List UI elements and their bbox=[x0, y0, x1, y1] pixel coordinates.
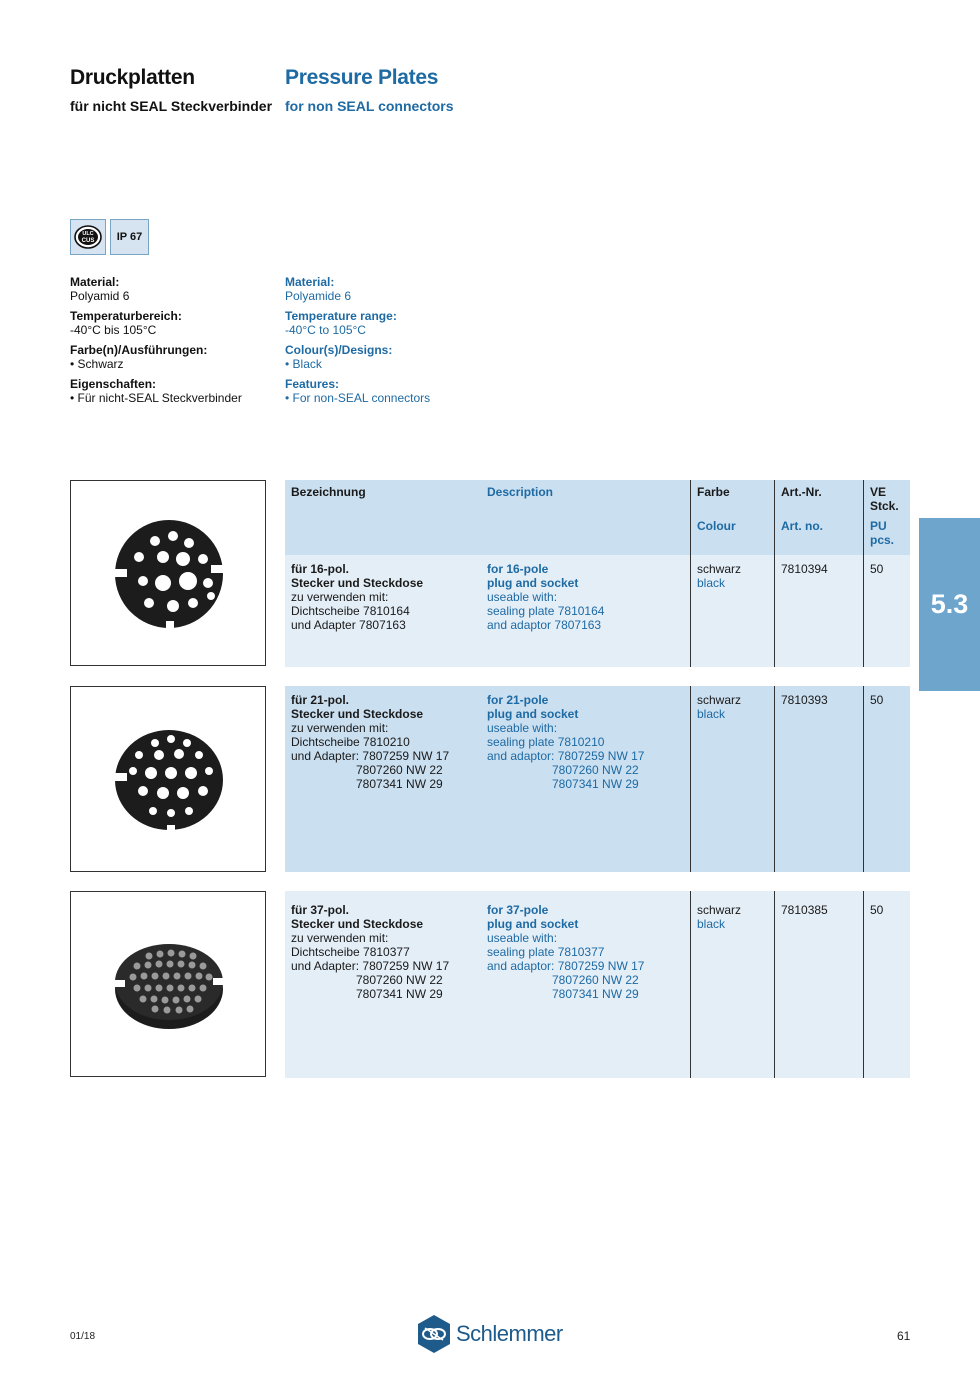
row-article-number: 7810385 bbox=[781, 903, 828, 917]
prop-value: Polyamid 6 bbox=[70, 289, 130, 303]
brand-logo bbox=[416, 1314, 563, 1354]
prop-label: Temperature range: bbox=[285, 309, 397, 323]
row-packing-unit: 50 bbox=[870, 693, 884, 707]
product-image-21-pole bbox=[70, 686, 266, 872]
prop-value: • Schwarz bbox=[70, 357, 124, 371]
row-colour: schwarz black bbox=[697, 693, 742, 721]
header-pu: PU pcs. bbox=[870, 519, 895, 547]
row-description-en: for 37-pole plug and socket useable with: sealing plate 7810377 and adaptor: 7807259 NW 17 7807260 NW 22 7807341 NW 29 bbox=[487, 903, 645, 1001]
brand-name: Schlemmer bbox=[456, 1321, 563, 1346]
footer-date: 01/18 bbox=[70, 1331, 96, 1342]
header-artnr: Art.-Nr. bbox=[781, 485, 822, 499]
prop-label: Farbe(n)/Ausführungen: bbox=[70, 343, 208, 357]
row-packing-unit: 50 bbox=[870, 562, 884, 576]
svg-text:CUS: CUS bbox=[81, 238, 95, 244]
prop-label: Features: bbox=[285, 377, 340, 391]
pressure-plate-37-icon bbox=[71, 892, 267, 1078]
row-colour: schwarz black bbox=[697, 562, 742, 590]
row-description-de: für 37-pol. Stecker und Steckdose zu verwenden mit: Dichtscheibe 7810377 und Adapter: 7807259 NW 17 7807260 NW 22 7807341 NW 29 bbox=[291, 903, 450, 1001]
page-title-de: Druckplatten bbox=[70, 66, 195, 89]
header-description: Description bbox=[487, 485, 554, 499]
page-number: 61 bbox=[897, 1329, 911, 1343]
row-description-en: for 21-pole plug and socket useable with: sealing plate 7810210 and adaptor: 7807259 NW 17 7807260 NW 22 7807341 NW 29 bbox=[487, 693, 645, 791]
properties-de bbox=[70, 275, 242, 411]
prop-value: -40°C to 105°C bbox=[285, 323, 366, 337]
prop-label: Colour(s)/Designs: bbox=[285, 343, 393, 357]
row-colour: schwarz black bbox=[697, 903, 742, 931]
prop-label: Temperaturbereich: bbox=[70, 309, 182, 323]
header-bezeichnung: Bezeichnung bbox=[291, 485, 366, 499]
page-subtitle-en: for non SEAL connectors bbox=[285, 98, 454, 114]
prop-label: Material: bbox=[70, 275, 120, 289]
table-row bbox=[285, 891, 910, 1078]
row-article-number: 7810393 bbox=[781, 693, 828, 707]
prop-label: Eigenschaften: bbox=[70, 377, 157, 391]
row-description-en: for 16-pole plug and socket useable with: sealing plate 7810164 and adaptor 7807163 bbox=[487, 562, 605, 632]
prop-value: Polyamide 6 bbox=[285, 289, 352, 303]
row-packing-unit: 50 bbox=[870, 903, 884, 917]
ul-cert-icon bbox=[70, 219, 106, 255]
header-artno: Art. no. bbox=[781, 519, 823, 533]
table-row bbox=[285, 686, 910, 872]
schlemmer-logo-icon bbox=[416, 1314, 452, 1354]
ip-rating-badge: IP 67 bbox=[110, 219, 149, 255]
product-image-37-pole bbox=[70, 891, 266, 1077]
header-farbe: Farbe bbox=[697, 485, 730, 499]
pressure-plate-16-icon bbox=[71, 481, 267, 667]
table-row bbox=[285, 555, 910, 667]
chapter-tab[interactable]: 5.3 bbox=[919, 518, 980, 691]
header-ve: VE Stck. bbox=[870, 485, 899, 513]
pressure-plate-21-icon bbox=[71, 687, 267, 873]
prop-value: • For non-SEAL connectors bbox=[285, 391, 431, 405]
row-description-de: für 21-pol. Stecker und Steckdose zu verwenden mit: Dichtscheibe 7810210 und Adapter: 7807259 NW 17 7807260 NW 22 7807341 NW 29 bbox=[291, 693, 450, 791]
page-title-en: Pressure Plates bbox=[285, 66, 439, 89]
table-header bbox=[285, 480, 910, 555]
svg-text:ULC: ULC bbox=[82, 231, 94, 237]
prop-value: • Für nicht-SEAL Steckverbinder bbox=[70, 391, 242, 405]
properties-en bbox=[285, 275, 430, 411]
row-description-de: für 16-pol. Stecker und Steckdose zu verwenden mit: Dichtscheibe 7810164 und Adapter 7807163 bbox=[291, 562, 424, 632]
prop-value: -40°C bis 105°C bbox=[70, 323, 157, 337]
row-article-number: 7810394 bbox=[781, 562, 828, 576]
prop-label: Material: bbox=[285, 275, 335, 289]
page-subtitle-de: für nicht SEAL Steckverbinder bbox=[70, 98, 273, 114]
header-colour: Colour bbox=[697, 519, 736, 533]
prop-value: • Black bbox=[285, 357, 322, 371]
product-image-16-pole bbox=[70, 480, 266, 666]
